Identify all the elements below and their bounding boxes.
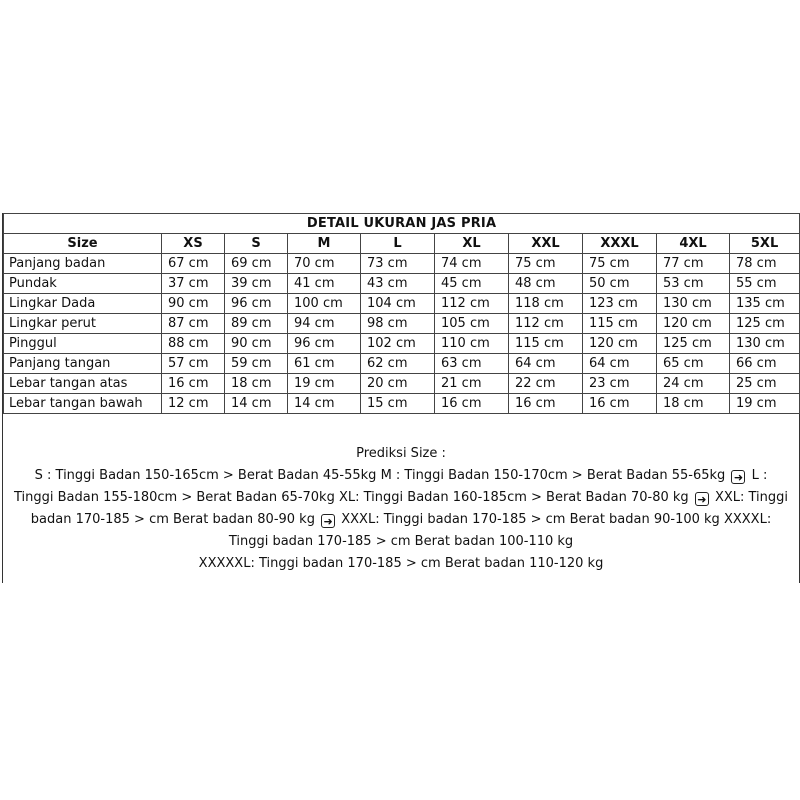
table-cell: 12 cm <box>162 394 225 414</box>
table-cell: 87 cm <box>162 314 225 334</box>
table-row <box>4 314 800 334</box>
row-label: Panjang badan <box>4 254 162 274</box>
table-cell: 115 cm <box>583 314 657 334</box>
table-cell: 14 cm <box>225 394 288 414</box>
prediction-title: Prediksi Size : <box>356 446 446 461</box>
table-cell: 130 cm <box>657 294 730 314</box>
table-cell: 112 cm <box>435 294 509 314</box>
table-cell: 120 cm <box>657 314 730 334</box>
row-label: Lebar tangan bawah <box>4 394 162 414</box>
table-cell: 59 cm <box>225 354 288 374</box>
table-cell: 100 cm <box>288 294 361 314</box>
table-row <box>4 254 800 274</box>
table-row <box>4 294 800 314</box>
size-chart-sheet <box>2 213 800 583</box>
row-label: Pundak <box>4 274 162 294</box>
table-cell: 77 cm <box>657 254 730 274</box>
table-cell: 110 cm <box>435 334 509 354</box>
table-cell: 88 cm <box>162 334 225 354</box>
table-cell: 94 cm <box>288 314 361 334</box>
prediction-xxl: XXL: Tinggi badan 170-185 > cm Berat badan 80-90 kg <box>30 490 789 527</box>
table-cell: 104 cm <box>361 294 435 314</box>
table-cell: 90 cm <box>225 334 288 354</box>
table-cell: 74 cm <box>435 254 509 274</box>
table-cell: 90 cm <box>162 294 225 314</box>
table-cell: 16 cm <box>162 374 225 394</box>
table-cell: 41 cm <box>288 274 361 294</box>
table-title: DETAIL UKURAN JAS PRIA <box>4 214 800 234</box>
prediction-xxxl: XXXL: Tinggi badan 170-185 > cm Berat badan 90-100 kg <box>341 512 720 527</box>
table-cell: 66 cm <box>730 354 800 374</box>
table-row <box>4 374 800 394</box>
size-header-xl: XL <box>435 234 509 254</box>
table-cell: 120 cm <box>583 334 657 354</box>
row-label: Pinggul <box>4 334 162 354</box>
table-cell: 125 cm <box>657 334 730 354</box>
table-cell: 96 cm <box>225 294 288 314</box>
size-header-xs: XS <box>162 234 225 254</box>
table-cell: 63 cm <box>435 354 509 374</box>
table-cell: 16 cm <box>509 394 583 414</box>
table-cell: 67 cm <box>162 254 225 274</box>
table-cell: 123 cm <box>583 294 657 314</box>
table-cell: 98 cm <box>361 314 435 334</box>
table-row <box>4 274 800 294</box>
size-prediction <box>3 443 799 575</box>
table-cell: 19 cm <box>288 374 361 394</box>
table-cell: 14 cm <box>288 394 361 414</box>
table-cell: 118 cm <box>509 294 583 314</box>
table-cell: 78 cm <box>730 254 800 274</box>
table-cell: 70 cm <box>288 254 361 274</box>
table-cell: 105 cm <box>435 314 509 334</box>
size-header-l: L <box>361 234 435 254</box>
table-row <box>4 394 800 414</box>
size-header-s: S <box>225 234 288 254</box>
table-cell: 75 cm <box>509 254 583 274</box>
table-cell: 23 cm <box>583 374 657 394</box>
table-cell: 89 cm <box>225 314 288 334</box>
table-cell: 64 cm <box>583 354 657 374</box>
table-cell: 20 cm <box>361 374 435 394</box>
prediction-text <box>3 465 799 575</box>
table-cell: 135 cm <box>730 294 800 314</box>
table-cell: 25 cm <box>730 374 800 394</box>
prediction-s: S : Tinggi Badan 150-165cm > Berat Badan 45-55kg <box>34 468 377 483</box>
prediction-xxxxxl: XXXXXL: Tinggi badan 170-185 > cm Berat badan 110-120 kg <box>198 556 604 571</box>
table-cell: 61 cm <box>288 354 361 374</box>
prediction-xl: XL: Tinggi Badan 160-185cm > Berat Badan 70-80 kg <box>338 490 689 505</box>
table-cell: 96 cm <box>288 334 361 354</box>
table-cell: 62 cm <box>361 354 435 374</box>
size-header-4xl: 4XL <box>657 234 730 254</box>
table-row <box>4 334 800 354</box>
table-cell: 19 cm <box>730 394 800 414</box>
size-header-m: M <box>288 234 361 254</box>
table-cell: 18 cm <box>225 374 288 394</box>
table-cell: 24 cm <box>657 374 730 394</box>
table-cell: 48 cm <box>509 274 583 294</box>
table-cell: 43 cm <box>361 274 435 294</box>
table-cell: 130 cm <box>730 334 800 354</box>
size-header-5xl: 5XL <box>730 234 800 254</box>
table-cell: 64 cm <box>509 354 583 374</box>
table-cell: 45 cm <box>435 274 509 294</box>
size-table <box>3 213 800 414</box>
row-label: Lingkar perut <box>4 314 162 334</box>
table-cell: 75 cm <box>583 254 657 274</box>
prediction-l: L : Tinggi Badan 155-180cm > Berat Badan 65-70kg <box>13 468 768 505</box>
table-cell: 69 cm <box>225 254 288 274</box>
table-cell: 102 cm <box>361 334 435 354</box>
table-cell: 15 cm <box>361 394 435 414</box>
prediction-m: M : Tinggi Badan 150-170cm > Berat Badan 55-65kg <box>380 468 726 483</box>
prediction-xxxxl: XXXXL: Tinggi badan 170-185 > cm Berat badan 100-110 kg <box>228 512 772 549</box>
table-cell: 57 cm <box>162 354 225 374</box>
table-body <box>4 254 800 414</box>
table-cell: 16 cm <box>583 394 657 414</box>
table-cell: 65 cm <box>657 354 730 374</box>
row-label: Lingkar Dada <box>4 294 162 314</box>
table-cell: 55 cm <box>730 274 800 294</box>
arrow-right-boxed-icon: ➜ <box>695 492 709 506</box>
size-header-xxxl: XXXL <box>583 234 657 254</box>
table-cell: 112 cm <box>509 314 583 334</box>
table-cell: 115 cm <box>509 334 583 354</box>
table-cell: 125 cm <box>730 314 800 334</box>
table-cell: 18 cm <box>657 394 730 414</box>
table-row <box>4 354 800 374</box>
row-label: Lebar tangan atas <box>4 374 162 394</box>
table-cell: 37 cm <box>162 274 225 294</box>
table-cell: 16 cm <box>435 394 509 414</box>
arrow-right-boxed-icon: ➜ <box>731 470 745 484</box>
header-row <box>4 234 800 254</box>
table-cell: 73 cm <box>361 254 435 274</box>
size-header: Size <box>4 234 162 254</box>
table-cell: 50 cm <box>583 274 657 294</box>
arrow-right-boxed-icon: ➜ <box>321 514 335 528</box>
table-cell: 22 cm <box>509 374 583 394</box>
table-cell: 21 cm <box>435 374 509 394</box>
table-cell: 39 cm <box>225 274 288 294</box>
row-label: Panjang tangan <box>4 354 162 374</box>
table-cell: 53 cm <box>657 274 730 294</box>
size-header-xxl: XXL <box>509 234 583 254</box>
